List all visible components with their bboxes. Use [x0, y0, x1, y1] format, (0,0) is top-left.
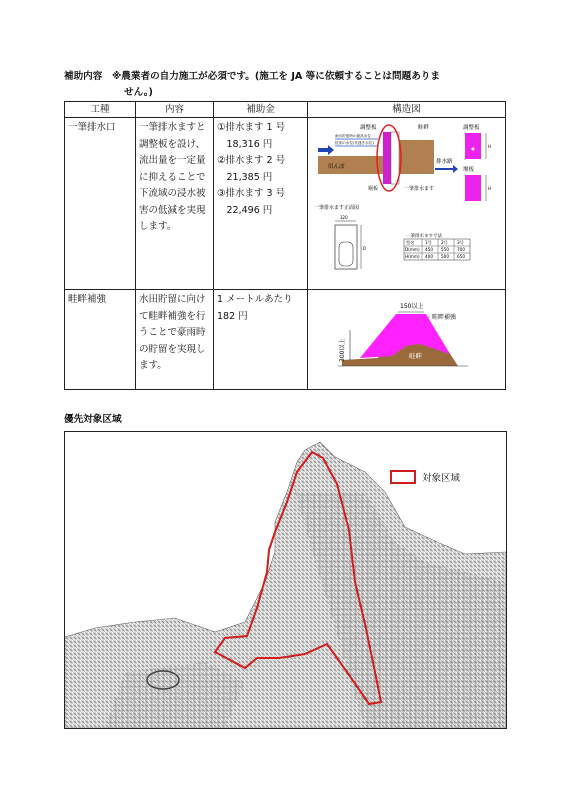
size-cell: 2号 — [441, 240, 448, 245]
subsidy-line: 182 円 — [217, 310, 248, 322]
map-legend — [390, 470, 460, 484]
subsidy-note — [64, 69, 504, 101]
label-top-width: 150以上 — [400, 303, 424, 310]
size-cell: 450 — [425, 247, 433, 252]
row2-subsidy — [214, 290, 308, 390]
drain-box-diagram — [308, 118, 506, 286]
section-title: 優先対象区域 — [64, 414, 122, 425]
header-content: 内容 — [136, 102, 214, 118]
size-cell: 1号 — [425, 240, 432, 245]
size-cell: 3号 — [457, 240, 464, 245]
label-height: 300以上 — [339, 338, 346, 362]
size-table-title: 一筆排水ます寸法 — [406, 234, 442, 239]
subsidy-table — [64, 101, 506, 390]
size-cell: 400 — [425, 254, 433, 259]
label-front-view: 一筆排水ます正面図 — [314, 205, 360, 211]
dim-d: D — [363, 246, 367, 251]
dim-h-dam: H — [488, 186, 492, 191]
flow-arrow-icon — [318, 145, 334, 155]
header-type: 工種 — [65, 102, 136, 118]
label-dam-plate-detail: 堰板 — [463, 167, 475, 173]
label-ridge-reinforce: 畦畔補強 — [432, 314, 457, 321]
row1-type: 一筆排水口 — [65, 118, 136, 290]
label-drain-box: 一筆排水ます — [404, 186, 435, 192]
table-header-row — [65, 102, 506, 118]
row1-content: 一筆排水ますと調整板を設け、流出量を一定量に抑えることで下流域の浸水被害の低減を実現します。 — [136, 118, 214, 290]
label-drain-channel: 排水路 — [436, 159, 453, 165]
size-table — [404, 239, 470, 260]
subsidy-line: ②排水ます 2 号 — [217, 155, 286, 166]
dim-h-adjust: H — [488, 144, 492, 149]
subsidy-line: 1 メートルあたり — [217, 294, 293, 305]
table-row — [65, 290, 506, 390]
note-line-1: 補助内容 ※農業者の自力施工が必須です。(施工を JA 等に依頼することは問題ありま — [64, 71, 440, 82]
legend-swatch — [390, 470, 416, 484]
note-line-2: せん。) — [124, 87, 153, 98]
drain-arrow-icon — [435, 165, 458, 173]
subsidy-line: ①排水ます 1 号 — [217, 122, 286, 133]
label-paddy: 田んぼ — [328, 164, 345, 170]
label-adjust-plate-detail: 調整板 — [463, 125, 480, 131]
label-normal-level: 従来の水位(代掻き水位) — [335, 141, 374, 145]
size-cell: 700 — [457, 247, 465, 252]
subsidy-line: 21,385 円 — [217, 171, 273, 183]
label-adjust-plate: 調整板 — [360, 125, 377, 131]
size-cell: 650 — [457, 254, 465, 259]
row2-content: 水田貯留に向けて畦畔補強を行うことで豪雨時の貯留を実現します。 — [136, 290, 214, 390]
size-cell: 500 — [441, 254, 449, 259]
table-row — [65, 118, 506, 290]
row1-structure — [308, 118, 506, 290]
subsidy-line: ③排水ます 3 号 — [217, 188, 286, 199]
label-water-level: 雨水貯留時の最高水位 — [335, 134, 371, 138]
row2-structure — [308, 290, 506, 390]
label-ridge: 畦畔 — [418, 125, 430, 131]
row2-type: 畦畔補強 — [65, 290, 136, 390]
size-cell: H(mm) — [405, 254, 420, 259]
size-cell: 550 — [441, 247, 449, 252]
subsidy-line: 18,316 円 — [217, 138, 273, 150]
dim-width: 320 — [340, 215, 348, 220]
size-cell: D(mm) — [405, 247, 420, 252]
legend-label: 対象区域 — [422, 473, 461, 484]
label-ridge-body: 畦畔 — [409, 352, 422, 360]
header-structure: 構造図 — [308, 102, 506, 118]
subsidy-line: 22,496 円 — [217, 204, 273, 216]
row1-subsidy — [214, 118, 308, 290]
ridge-reinforcement-diagram — [308, 290, 506, 386]
label-dam-plate: 堰板 — [368, 186, 379, 192]
size-cell: 型名 — [406, 240, 415, 245]
header-subsidy: 補助金 — [214, 102, 308, 118]
